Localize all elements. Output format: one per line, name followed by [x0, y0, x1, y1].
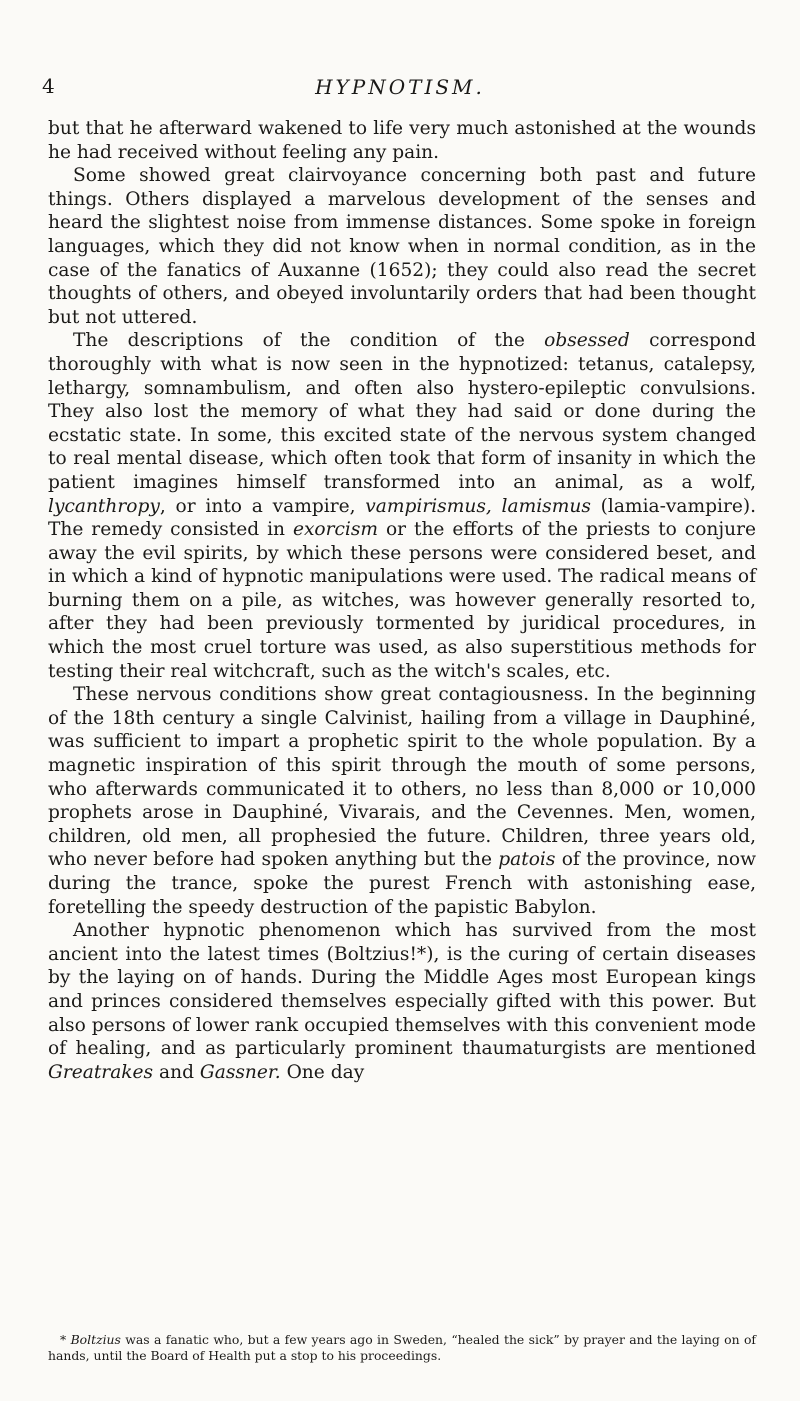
running-title: HYPNOTISM. [315, 75, 485, 99]
text-run: or the efforts of the priests to conjure away the evil spirits, by which these persons were considered beset, and in which a kind of hypnotic manipulations were used. The radical means of burning them on a pile, as witches, was however generally resorted to, after they had been previously tormented by juridical procedures, in which the most cruel torture was used, as also superstitious methods for testing their real witchcraft, such as the witch's scales, etc. [48, 519, 756, 682]
text-run: and [153, 1061, 200, 1083]
text-run: Another hypnotic phenomenon which has survived from the most ancient into the latest times (Boltzius!*), is the curing of certain diseases by the laying on of hands. During the Middle Ages most European kings and princes considered themselves especially gifted with this power. But also persons of lower rank occupied themselves with this convenient mode of healing, and as particularly prominent thaumaturgists are mentioned [48, 920, 756, 1060]
text-run: correspond thoroughly with what is now seen in the hypnotized: tetanus, catalepsy, lethargy, somnambulism, and often also hystero-epileptic convulsions. They also lost the memory of what they had said or done during the ecstatic state. In some, this excited state of the nervous system changed to real mental disease, which often took that form of insanity in which the patient imagines himself transformed into an animal, as a wolf, [48, 330, 756, 493]
paragraph [48, 919, 756, 1084]
italic-text: lycanthropy [48, 495, 160, 517]
text-run: The descriptions of the condition of the [73, 330, 545, 352]
body-text [48, 117, 756, 1084]
italic-text: Greatrakes [48, 1061, 154, 1083]
text-run: but that he afterward wakened to life very much astonished at the wounds he had received without feeling any pain. [48, 118, 756, 163]
text-run: One day [280, 1061, 365, 1083]
text-run: Some showed great clairvoyance concerning both past and future things. Others displayed a marvelous development of the senses and heard the slightest noise from immense distances. Some spoke in foreign languages, which they did not know when in normal condition, as in the case of the fanatics of Auxanne (1652); they could also read the secret thoughts of others, and obeyed involuntarily orders that had been thought but not uttered. [48, 165, 756, 328]
paragraph [48, 117, 756, 164]
page-number: 4 [42, 74, 56, 98]
italic-text: Gassner. [199, 1061, 281, 1083]
italic-text: exorcism [292, 519, 379, 541]
italic-text: vampirismus, lamismus [365, 495, 591, 517]
paragraph [48, 164, 756, 329]
text-run: , or into a vampire, [159, 495, 366, 517]
footnote [48, 1332, 756, 1363]
italic-text: obsessed [544, 330, 630, 352]
text-run: (lamia-vampire). The remedy consisted in [48, 495, 757, 541]
italic-text: Boltzius [70, 1332, 121, 1347]
paragraph [48, 329, 756, 683]
italic-text: patois [498, 849, 556, 871]
text-run: of the province, now during the trance, spoke the purest French with astonishing ease, foretelling the speedy destruction of the papistic Babylon. [48, 849, 756, 918]
text-run: was a fanatic who, but a few years ago in Sweden, “healed the sick” by prayer and the laying on of hands, until the Board of Health put a stop to his proceedings. [48, 1332, 756, 1363]
text-run: * [60, 1332, 71, 1347]
footnote-text [48, 1332, 756, 1363]
paragraph [48, 683, 756, 919]
text-run: These nervous conditions show great contagiousness. In the beginning of the 18th century a single Calvinist, hailing from a village in Dauphiné, was sufficient to impart a prophetic spirit to the whole population. By a magnetic inspiration of this spirit through the mouth of some persons, who afterwards communicated it to others, no less than 8,000 or 10,000 prophets arose in Dauphiné, Vivarais, and the Cevennes. Men, women, children, old men, all prophesied the future. Children, three years old, who never before had spoken anything but the [48, 684, 756, 871]
